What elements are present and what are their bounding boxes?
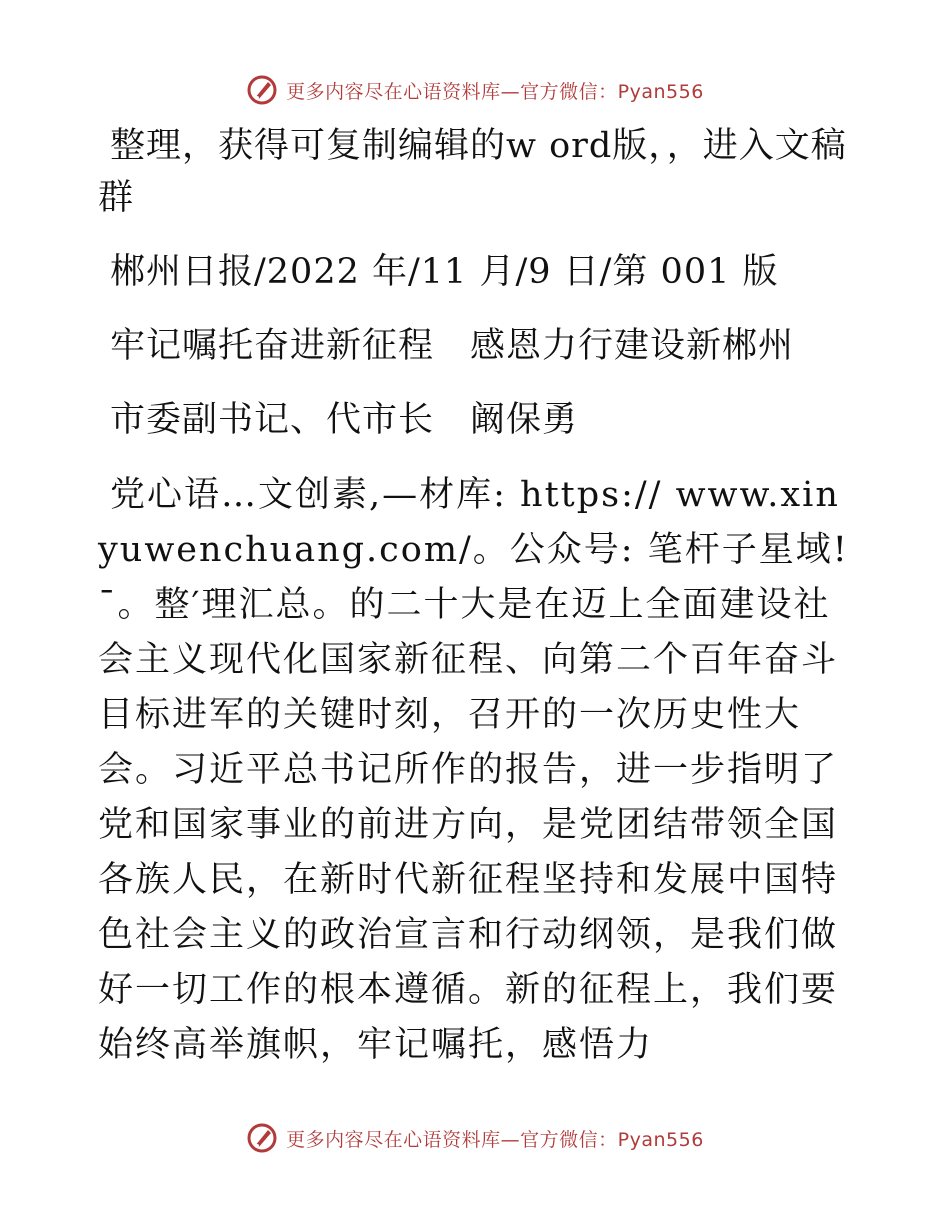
pen-logo-icon [246,74,278,106]
document-body [98,120,858,1095]
pen-logo-icon [246,1122,278,1154]
author-line: 市委副书记、代市长 阚保勇 [110,400,579,440]
source-line: 郴州日报/2022 年/11 月/9 日/第 001 版 [110,252,779,292]
banner-text: 更多内容尽在心语资料库—官方微信：Pyan556 [286,1128,704,1151]
body-paragraph: 党心语…文创素,—材库: https:// www.xinyuwenchuang.com/。公众号: 笔杆子星域!¯。整′理汇总。的二十大是在迈上全面建设社会主义现代化国家新征程、向第二个百年奋斗目标进军的关键时刻，召开的一次历史性大会。习近平总书记所作的报告，进一步指明了党和国家事业的前进方向，是党团结带领全国各族人民，在新时代新征程坚持和发展中国特色社会主义的政治宣言和行动纲领，是我们做好一切工作的根本遵循。新的征程上，我们要始终高举旗帜，牢记嘱托，感悟力 [98,475,849,1065]
article-title: 牢记嘱托奋进新征程 感恩力行建设新郴州 [110,326,795,366]
intro-line: 整理，获得可复制编辑的w ord版，，进入文稿群 [98,126,847,218]
header-banner [0,72,950,108]
banner-text: 更多内容尽在心语资料库—官方微信：Pyan556 [286,80,704,103]
footer-banner [0,1120,950,1156]
